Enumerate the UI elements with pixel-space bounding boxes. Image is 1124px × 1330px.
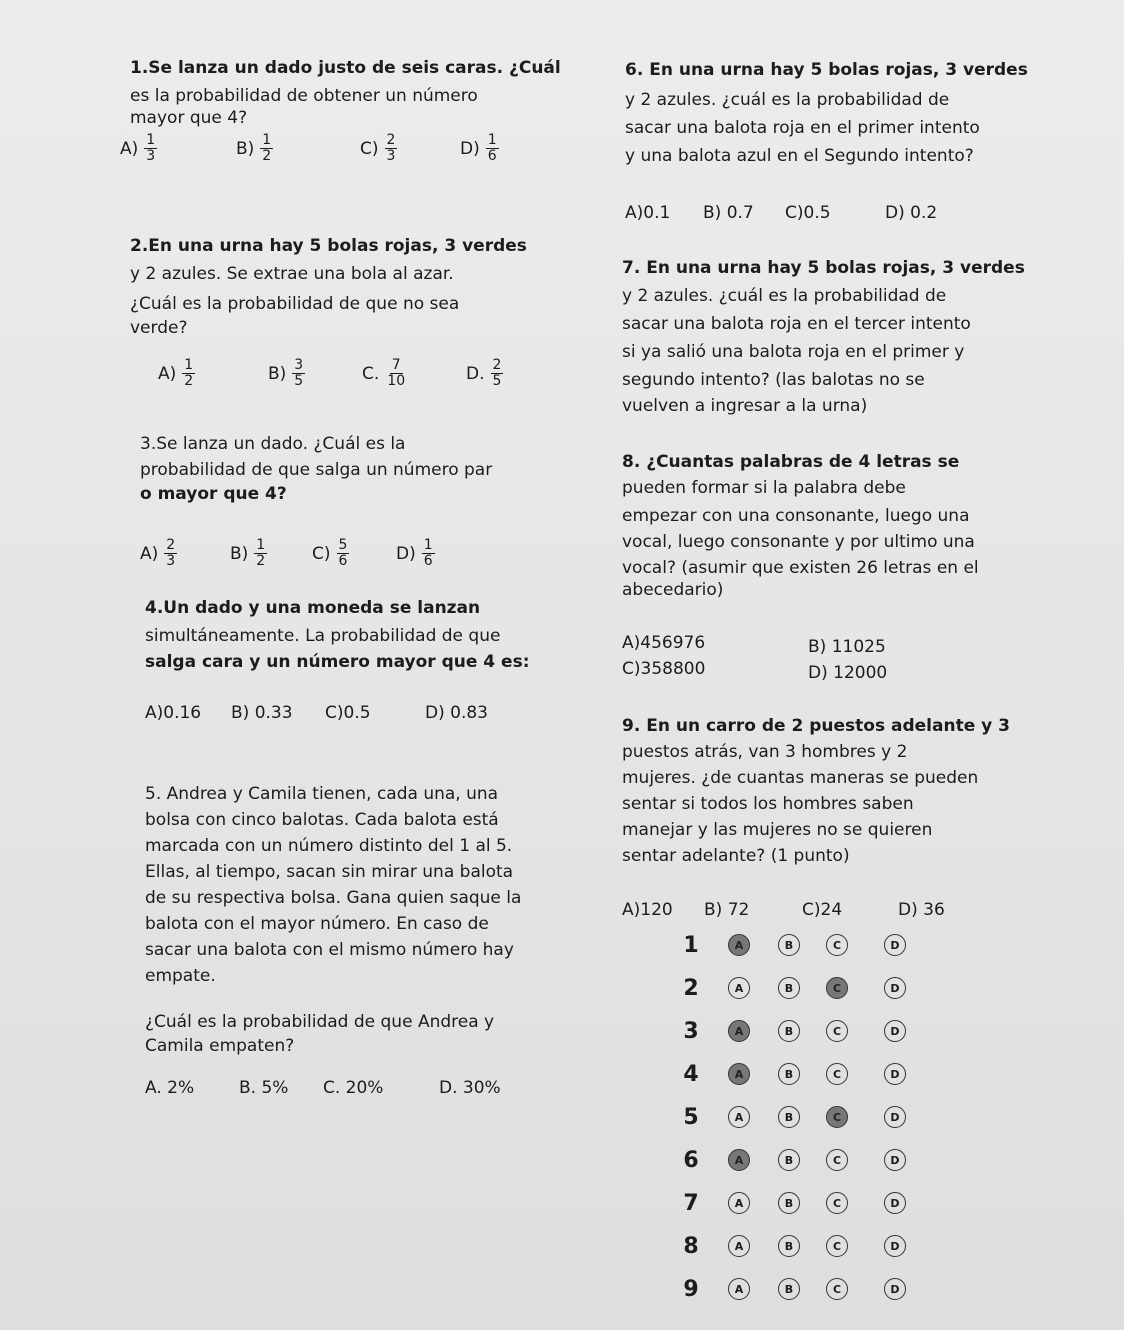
- q5-line-1: 5. Andrea y Camila tienen, cada una, una: [145, 784, 499, 804]
- q8-line-5: vocal? (asumir que existen 26 letras en el: [622, 558, 979, 578]
- answer-row-number: 3: [683, 1018, 699, 1044]
- answer-bubble-c[interactable]: C: [826, 977, 848, 999]
- answer-bubble-d[interactable]: D: [884, 977, 906, 999]
- answer-row: [676, 1102, 926, 1132]
- q3-line-1: 3.Se lanza un dado. ¿Cuál es la: [140, 434, 406, 454]
- q8-line-6: abecedario): [622, 580, 724, 600]
- q4-option-d[interactable]: D) 0.83: [425, 703, 488, 723]
- q6-option-d[interactable]: D) 0.2: [885, 203, 938, 223]
- answer-row-number: 9: [683, 1276, 699, 1302]
- answer-bubble-d[interactable]: D: [884, 1149, 906, 1171]
- q2-line-2: y 2 azules. Se extrae una bola al azar.: [130, 264, 454, 284]
- answer-bubble-b[interactable]: B: [778, 1278, 800, 1300]
- answer-row: [676, 1059, 926, 1089]
- answer-row-number: 8: [683, 1233, 699, 1259]
- q2-option-d[interactable]: D. $\frac{2}{5}$: [466, 357, 502, 389]
- answer-bubble-c[interactable]: C: [826, 1278, 848, 1300]
- q2-line-1: 2.En una urna hay 5 bolas rojas, 3 verdes: [130, 236, 527, 256]
- answer-row-number: 5: [683, 1104, 699, 1130]
- answer-bubble-d[interactable]: D: [884, 1192, 906, 1214]
- q9-line-1: 9. En un carro de 2 puestos adelante y 3: [622, 716, 1010, 736]
- answer-bubble-b[interactable]: B: [778, 977, 800, 999]
- answer-row: [676, 1231, 926, 1261]
- q7-line-6: vuelven a ingresar a la urna): [622, 396, 868, 416]
- answer-bubble-a[interactable]: A: [728, 1106, 750, 1128]
- answer-bubble-a[interactable]: A: [728, 1149, 750, 1171]
- q9-option-b[interactable]: B) 72: [704, 900, 750, 920]
- q4-option-b[interactable]: B) 0.33: [231, 703, 293, 723]
- answer-bubble-d[interactable]: D: [884, 1106, 906, 1128]
- q4-options: [145, 703, 488, 723]
- q9-line-5: manejar y las mujeres no se quieren: [622, 820, 933, 840]
- answer-bubble-a[interactable]: A: [728, 1020, 750, 1042]
- q9-line-6: sentar adelante? (1 punto): [622, 846, 850, 866]
- answer-row: [676, 973, 926, 1003]
- answer-bubble-a[interactable]: A: [728, 934, 750, 956]
- q1-line-2: es la probabilidad de obtener un número: [130, 86, 478, 106]
- answer-bubble-b[interactable]: B: [778, 1192, 800, 1214]
- answer-bubble-d[interactable]: D: [884, 1278, 906, 1300]
- answer-row: [676, 1188, 926, 1218]
- q7-line-3: sacar una balota roja en el tercer intento: [622, 314, 971, 334]
- answer-bubble-b[interactable]: B: [778, 1063, 800, 1085]
- q1-option-c[interactable]: C) $\frac{2}{3}$: [360, 132, 396, 164]
- q5-line-6: balota con el mayor número. En caso de: [145, 914, 489, 934]
- answer-bubble-c[interactable]: C: [826, 1020, 848, 1042]
- q2-option-c[interactable]: C. $\frac{7}{10}$: [362, 357, 406, 389]
- answer-row-number: 7: [683, 1190, 699, 1216]
- q1-line-1: 1.Se lanza un dado justo de seis caras. ¿Cuál: [130, 58, 561, 78]
- answer-bubble-c[interactable]: C: [826, 1235, 848, 1257]
- q3-option-d[interactable]: D) $\frac{1}{6}$: [396, 537, 433, 569]
- answer-row-number: 4: [683, 1061, 699, 1087]
- q8-option-a[interactable]: A)456976: [622, 633, 706, 653]
- answer-bubble-b[interactable]: B: [778, 1235, 800, 1257]
- answer-row: [676, 930, 926, 960]
- q9-option-d[interactable]: D) 36: [898, 900, 945, 920]
- answer-bubble-d[interactable]: D: [884, 934, 906, 956]
- q8-line-2: pueden formar si la palabra debe: [622, 478, 906, 498]
- q5-options: [145, 1078, 501, 1098]
- q7-line-5: segundo intento? (las balotas no se: [622, 370, 925, 390]
- q6-line-1: 6. En una urna hay 5 bolas rojas, 3 verdes: [625, 60, 1028, 80]
- q8-option-c[interactable]: C)358800: [622, 659, 706, 679]
- q9-line-2: puestos atrás, van 3 hombres y 2: [622, 742, 908, 762]
- answer-bubble-b[interactable]: B: [778, 1149, 800, 1171]
- q4-option-a[interactable]: A)0.16: [145, 703, 202, 723]
- answer-bubble-b[interactable]: B: [778, 1106, 800, 1128]
- q4-option-c[interactable]: C)0.5: [325, 703, 371, 723]
- q8-line-4: vocal, luego consonante y por ultimo una: [622, 532, 975, 552]
- q5-line-8: empate.: [145, 966, 216, 986]
- answer-bubble-a[interactable]: A: [728, 1063, 750, 1085]
- q8-line-1: 8. ¿Cuantas palabras de 4 letras se: [622, 452, 960, 472]
- answer-bubble-c[interactable]: C: [826, 1149, 848, 1171]
- q2-line-3: ¿Cuál es la probabilidad de que no sea: [130, 294, 460, 314]
- answer-bubble-b[interactable]: B: [778, 934, 800, 956]
- q6-option-a[interactable]: A)0.1: [625, 203, 671, 223]
- q6-option-b[interactable]: B) 0.7: [703, 203, 754, 223]
- q6-options: [625, 203, 937, 223]
- q7-line-2: y 2 azules. ¿cuál es la probabilidad de: [622, 286, 947, 306]
- q3-options: [140, 538, 435, 569]
- q5-line-2: bolsa con cinco balotas. Cada balota está: [145, 810, 499, 830]
- answer-row: [676, 1145, 926, 1175]
- q8-line-3: empezar con una consonante, luego una: [622, 506, 970, 526]
- q3-line-3: o mayor que 4?: [140, 484, 287, 504]
- answer-row-number: 1: [683, 932, 699, 958]
- q4-line-3: salga cara y un número mayor que 4 es:: [145, 652, 530, 672]
- q3-option-b[interactable]: B) $\frac{1}{2}$: [230, 537, 266, 569]
- q1-line-3: mayor que 4?: [130, 108, 248, 128]
- q1-option-b[interactable]: B) $\frac{1}{2}$: [236, 132, 272, 164]
- answer-bubble-d[interactable]: D: [884, 1063, 906, 1085]
- q7-line-4: si ya salió una balota roja en el primer y: [622, 342, 965, 362]
- q9-options: [622, 900, 945, 920]
- answer-bubble-c[interactable]: C: [826, 1192, 848, 1214]
- q2-option-b[interactable]: B) $\frac{3}{5}$: [268, 357, 304, 389]
- answer-bubble-a[interactable]: A: [728, 977, 750, 999]
- answer-row-number: 6: [683, 1147, 699, 1173]
- q6-line-4: y una balota azul en el Segundo intento?: [625, 146, 974, 166]
- q8-option-b[interactable]: B) 11025: [808, 637, 886, 657]
- q3-option-a[interactable]: A) $\frac{2}{3}$: [140, 537, 176, 569]
- answer-row-number: 2: [683, 975, 699, 1001]
- q5-line-3: marcada con un número distinto del 1 al 5.: [145, 836, 513, 856]
- answer-bubble-c[interactable]: C: [826, 1063, 848, 1085]
- q5-line-4: Ellas, al tiempo, sacan sin mirar una balota: [145, 862, 514, 882]
- q9-line-4: sentar si todos los hombres saben: [622, 794, 914, 814]
- answer-bubble-c[interactable]: C: [826, 1106, 848, 1128]
- q1-options: [120, 133, 499, 164]
- answer-row: [676, 1016, 926, 1046]
- q5-line-5: de su respectiva bolsa. Gana quien saque la: [145, 888, 522, 908]
- q9-option-c[interactable]: C)24: [802, 900, 843, 920]
- q7-line-1: 7. En una urna hay 5 bolas rojas, 3 verdes: [622, 258, 1025, 278]
- q2-line-4: verde?: [130, 318, 188, 338]
- q5-option-c[interactable]: C. 20%: [323, 1078, 384, 1098]
- q3-option-c[interactable]: C) $\frac{5}{6}$: [312, 537, 348, 569]
- q5-option-b[interactable]: B. 5%: [239, 1078, 289, 1098]
- answer-bubble-d[interactable]: D: [884, 1020, 906, 1042]
- q3-line-2: probabilidad de que salga un número par: [140, 460, 493, 480]
- q8-option-d[interactable]: D) 12000: [808, 663, 888, 683]
- q5-option-d[interactable]: D. 30%: [439, 1078, 501, 1098]
- q9-option-a[interactable]: A)120: [622, 900, 673, 920]
- q9-line-3: mujeres. ¿de cuantas maneras se pueden: [622, 768, 979, 788]
- q6-option-c[interactable]: C)0.5: [785, 203, 831, 223]
- answer-bubble-a[interactable]: A: [728, 1235, 750, 1257]
- q5-question-2: Camila empaten?: [145, 1036, 295, 1056]
- q2-option-a[interactable]: A) $\frac{1}{2}$: [158, 357, 194, 389]
- q2-options: [158, 358, 503, 389]
- q4-line-1: 4.Un dado y una moneda se lanzan: [145, 598, 481, 618]
- q4-line-2: simultáneamente. La probabilidad de que: [145, 626, 501, 646]
- q5-question-1: ¿Cuál es la probabilidad de que Andrea y: [145, 1012, 495, 1032]
- answer-bubble-d[interactable]: D: [884, 1235, 906, 1257]
- q1-option-a[interactable]: A) $\frac{1}{3}$: [120, 132, 156, 164]
- q5-option-a[interactable]: A. 2%: [145, 1078, 195, 1098]
- q6-line-2: y 2 azules. ¿cuál es la probabilidad de: [625, 90, 950, 110]
- answer-bubble-a[interactable]: A: [728, 1192, 750, 1214]
- answer-bubble-c[interactable]: C: [826, 934, 848, 956]
- answer-bubble-a[interactable]: A: [728, 1278, 750, 1300]
- q5-line-7: sacar una balota con el mismo número hay: [145, 940, 514, 960]
- answer-row: [676, 1274, 926, 1304]
- q6-line-3: sacar una balota roja en el primer intento: [625, 118, 980, 138]
- answer-bubble-b[interactable]: B: [778, 1020, 800, 1042]
- q1-option-d[interactable]: D) $\frac{1}{6}$: [460, 132, 497, 164]
